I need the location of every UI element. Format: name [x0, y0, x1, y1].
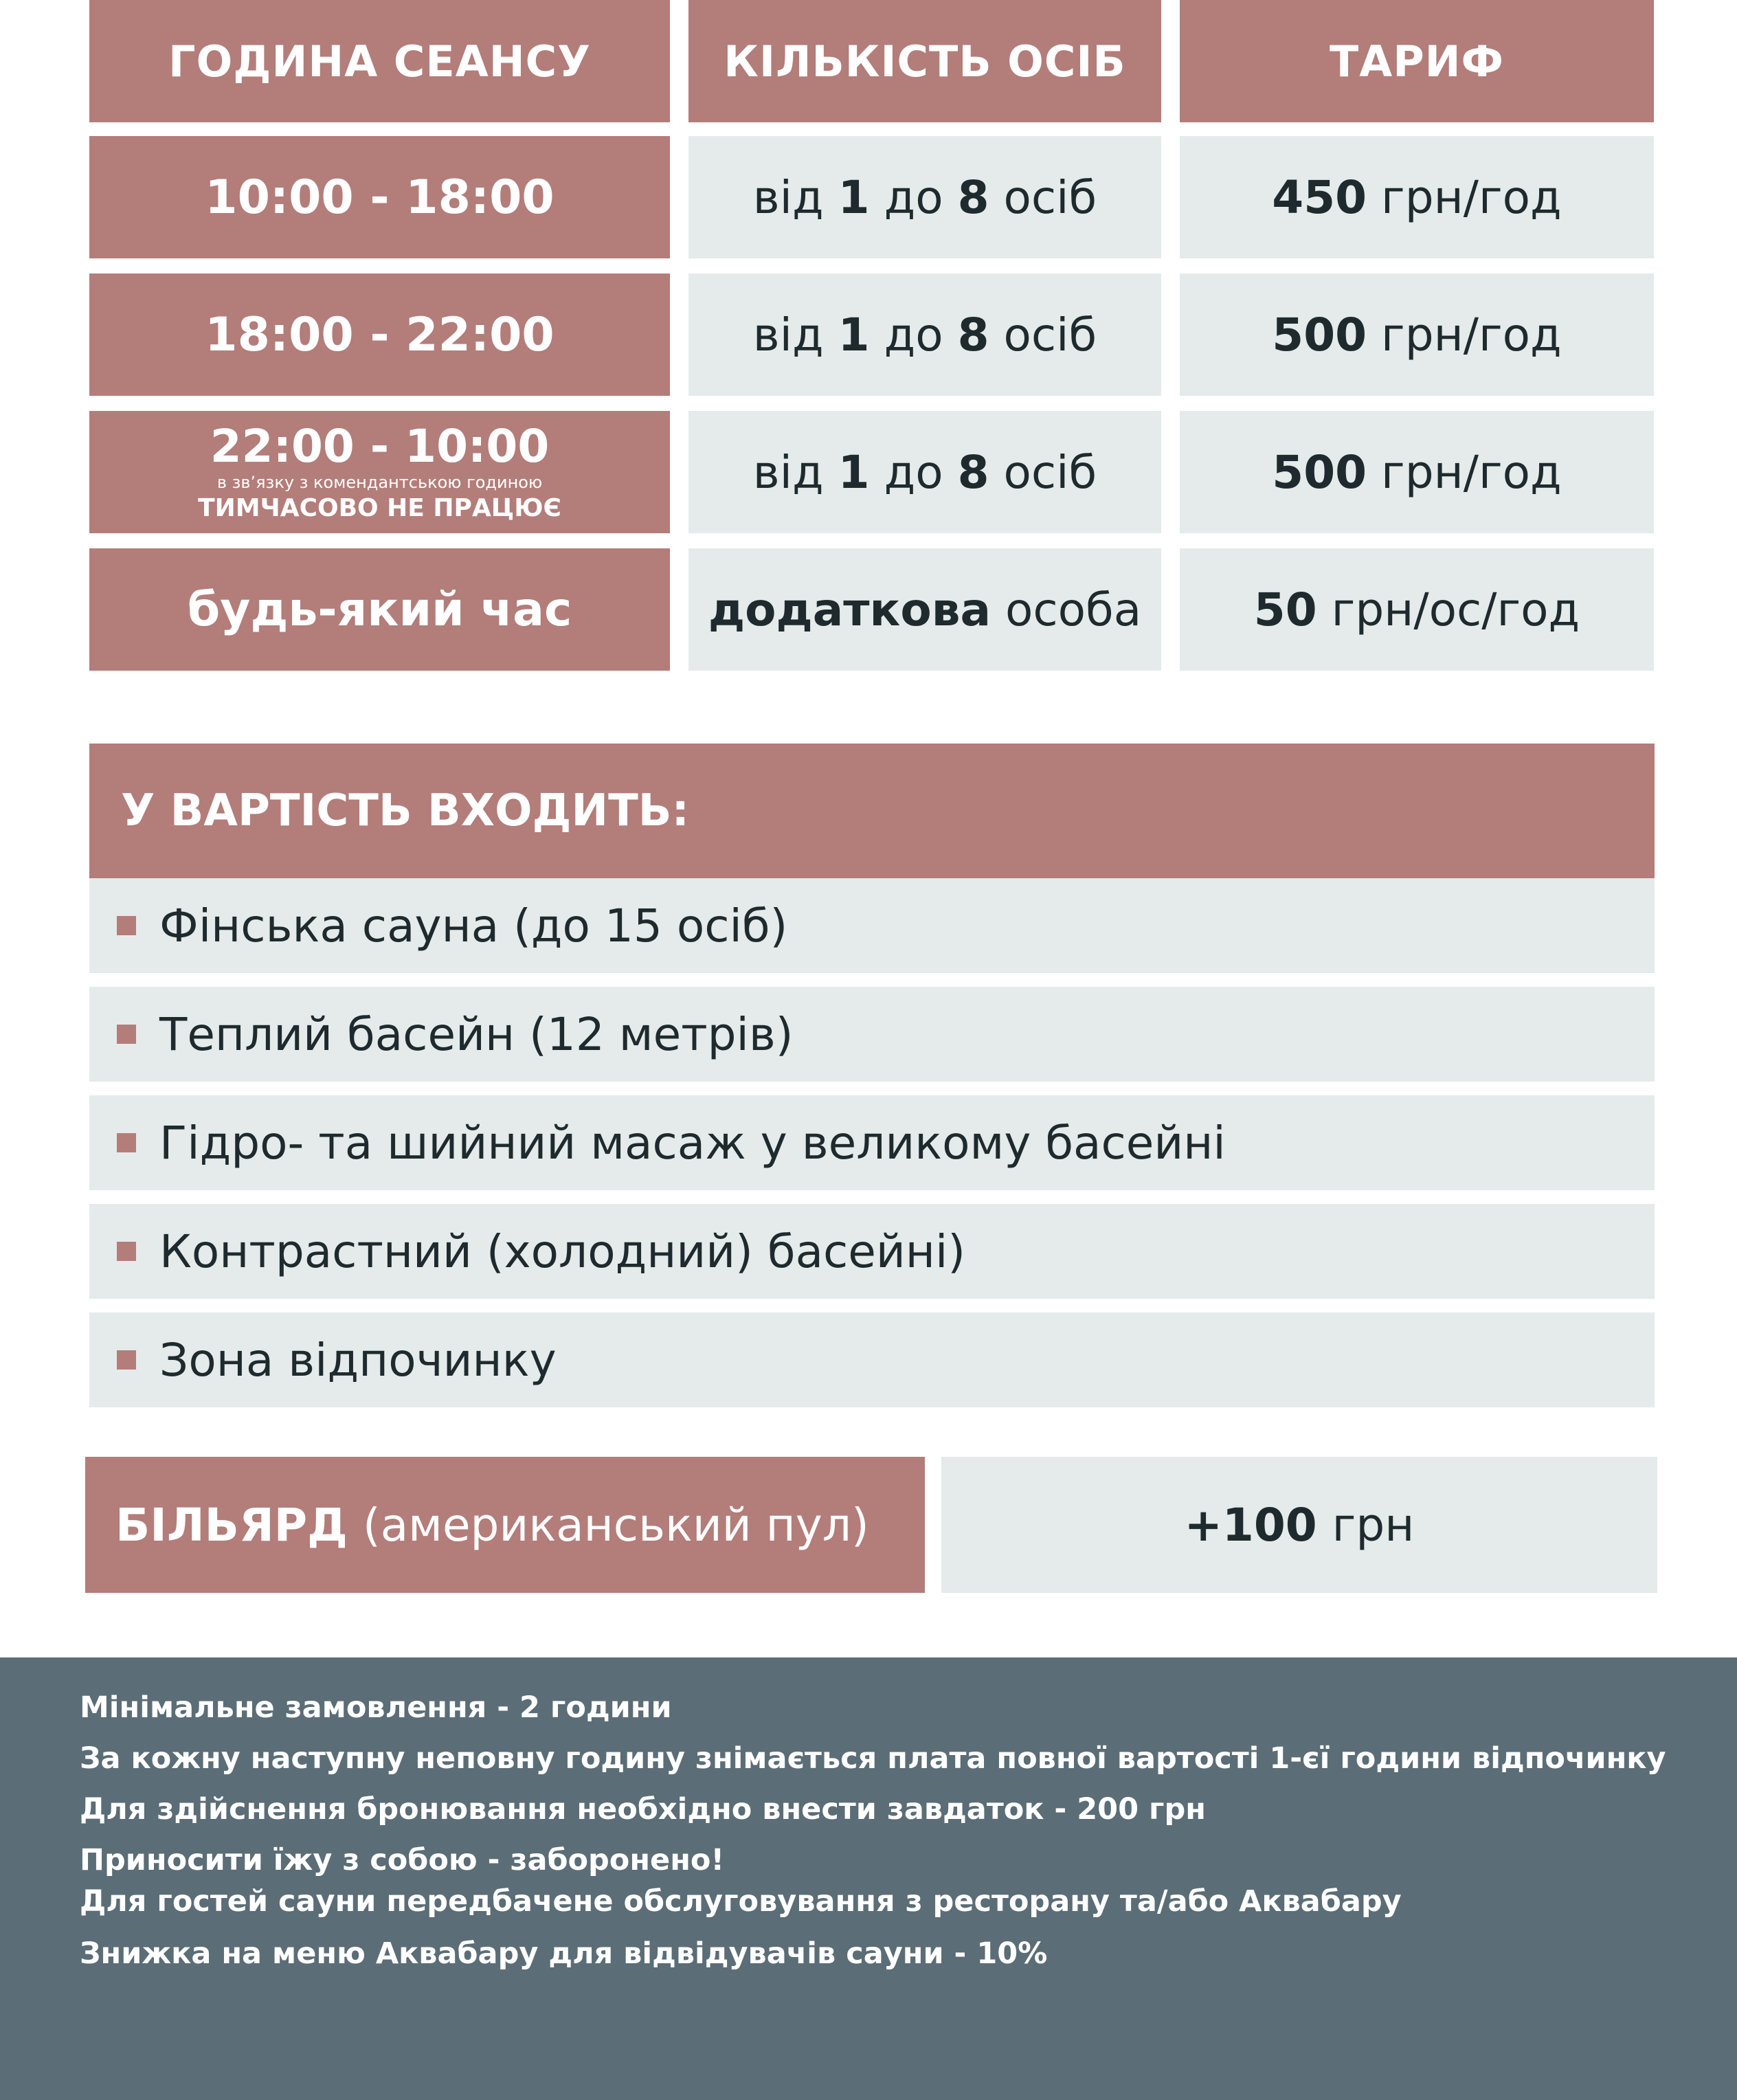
row-3-price	[1180, 411, 1654, 533]
row-2-price	[1180, 273, 1654, 396]
price-text: 500 грн/год	[1272, 308, 1562, 361]
list-item	[89, 1312, 1655, 1407]
billiard-price-unit: грн	[1332, 1498, 1415, 1552]
included-title	[89, 744, 1655, 878]
people-text: від 1 до 8 осіб	[752, 308, 1097, 361]
row-1-time	[89, 136, 670, 258]
time-label: 22:00 - 10:00	[210, 419, 550, 473]
price-text: 500 грн/год	[1272, 445, 1562, 499]
row-4-time	[89, 548, 670, 671]
row-1-price	[1180, 136, 1654, 258]
header-label: КІЛЬКІСТЬ ОСІБ	[724, 36, 1126, 87]
row-3-time	[89, 411, 670, 533]
row-2-people	[688, 273, 1161, 396]
time-label: будь-який час	[187, 582, 572, 637]
list-item-text: Зона відпочинку	[159, 1333, 557, 1387]
square-bullet-icon	[117, 1350, 136, 1370]
row-2-time	[89, 273, 670, 396]
row-1-people	[688, 136, 1161, 258]
list-item	[89, 1095, 1655, 1190]
note-line: Для гостей сауни передбачене обслуговування з ресторану та/або Аквабару	[80, 1884, 1402, 1919]
note-line: За кожну наступну неповну годину знімається плата повної вартості 1-єї години відпочинку	[80, 1741, 1666, 1776]
list-item-text: Гідро- та шийний масаж у великому басейні	[159, 1116, 1226, 1170]
header-label: ГОДИНА СЕАНСУ	[168, 36, 591, 87]
curfew-note: в зв’язку з комендантською годиною	[216, 473, 543, 493]
header-session-time	[89, 0, 670, 122]
row-3-people	[688, 411, 1161, 533]
list-item-text: Теплий басейн (12 метрів)	[159, 1007, 794, 1061]
billiard-detail: (американський пул)	[362, 1498, 869, 1552]
row-4-price	[1180, 548, 1654, 671]
temporarily-closed-label: ТИМЧАСОВО НЕ ПРАЦЮЄ	[198, 494, 561, 523]
square-bullet-icon	[117, 916, 136, 935]
price-text: 450 грн/год	[1272, 170, 1562, 224]
people-text: додаткова особа	[708, 583, 1142, 636]
time-label: 10:00 - 18:00	[205, 170, 554, 225]
list-item	[89, 1204, 1655, 1299]
notes-footer	[0, 1657, 1737, 2100]
square-bullet-icon	[117, 1133, 136, 1152]
included-title-text: У ВАРТІСТЬ ВХОДИТЬ:	[121, 785, 690, 836]
time-label: 18:00 - 22:00	[205, 307, 554, 362]
note-line: Мінімальне замовлення - 2 години	[80, 1690, 672, 1725]
header-tariff	[1180, 0, 1654, 122]
header-label: ТАРИФ	[1329, 36, 1505, 87]
list-item	[89, 878, 1655, 973]
note-line: Приносити їжу з собою - заборонено!	[80, 1843, 725, 1877]
people-text: від 1 до 8 осіб	[752, 170, 1097, 224]
list-item	[89, 987, 1655, 1082]
billiard-price	[941, 1457, 1657, 1593]
note-line: Для здійснення бронювання необхідно внести завдаток - 200 грн	[80, 1792, 1206, 1827]
price-text: 50 грн/ос/год	[1253, 583, 1580, 636]
row-4-people	[688, 548, 1161, 671]
billiard-name: БІЛЬЯРД	[115, 1498, 348, 1552]
square-bullet-icon	[117, 1242, 136, 1261]
list-item-text: Контрастний (холодний) басейні)	[159, 1225, 966, 1278]
billiard-price-number: +100	[1184, 1498, 1317, 1552]
billiard-label	[85, 1457, 925, 1593]
note-line: Знижка на меню Аквабару для відвідувачів сауни - 10%	[80, 1936, 1048, 1971]
list-item-text: Фінська сауна (до 15 осіб)	[159, 899, 788, 952]
people-text: від 1 до 8 осіб	[752, 445, 1097, 499]
header-people-count	[688, 0, 1161, 122]
square-bullet-icon	[117, 1025, 136, 1044]
